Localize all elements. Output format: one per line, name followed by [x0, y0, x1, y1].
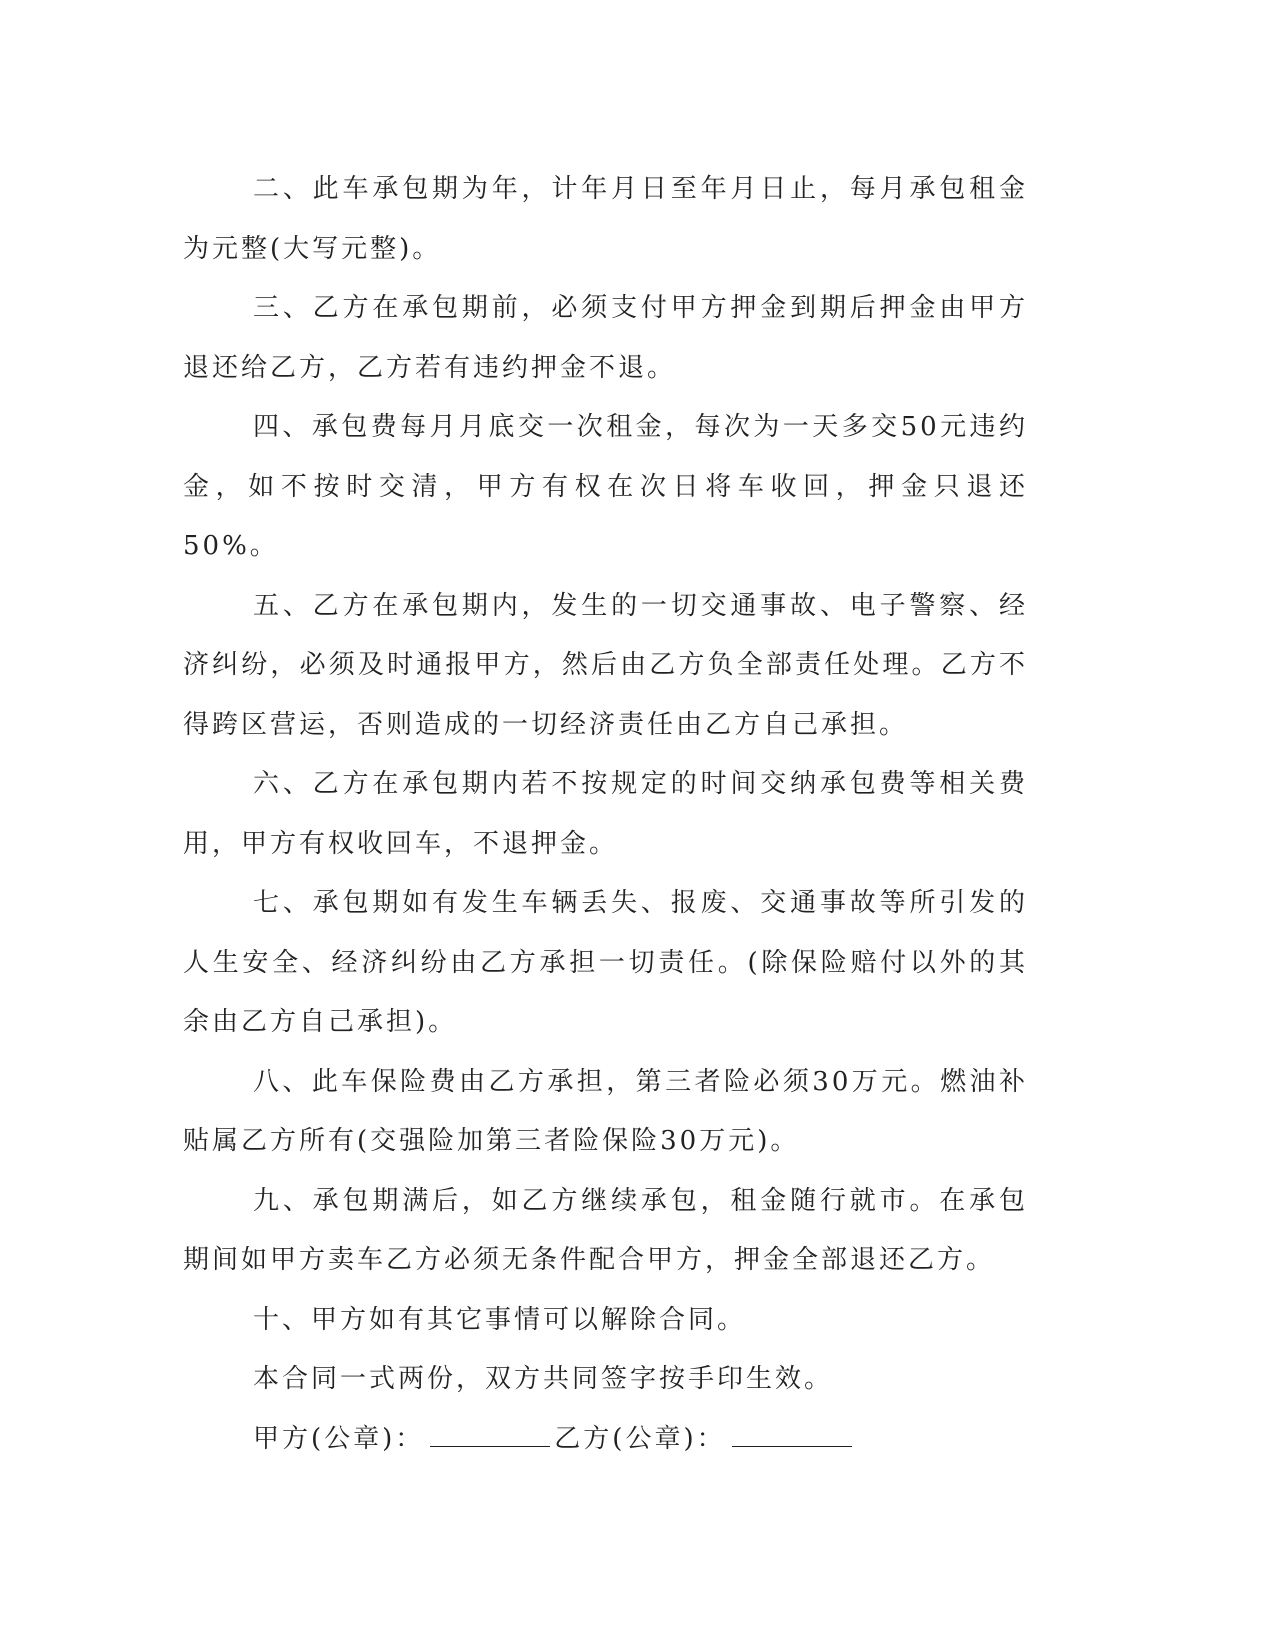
- clause-2: 二、此车承包期为年，计年月日至年月日止，每月承包租金为元整(大写元整)。: [183, 174, 1028, 264]
- clause-10: 十、甲方如有其它事情可以解除合同。: [253, 1304, 747, 1335]
- contract-body: [183, 160, 1028, 1469]
- clause-7: 七、承包期如有发生车辆丢失、报废、交通事故等所引发的人生安全、经济纠纷由乙方承担一切责任。(除保险赔付以外的其余由乙方自己承担)。: [183, 888, 1028, 1037]
- party-b-label: 乙方(公章)：: [554, 1423, 726, 1454]
- clause-4: 四、承包费每月月底交一次租金，每次为一天多交50元违约金，如不按时交清，甲方有权在次日将车收回，押金只退还50%。: [183, 412, 1028, 561]
- clause-6: 六、乙方在承包期内若不按规定的时间交纳承包费等相关费用，甲方有权收回车，不退押金。: [183, 769, 1028, 859]
- party-a-signature-blank: [430, 1424, 550, 1447]
- clause-9: 九、承包期满后，如乙方继续承包，租金随行就市。在承包期间如甲方卖车乙方必须无条件配合甲方，押金全部退还乙方。: [183, 1185, 1028, 1275]
- clause-3: 三、乙方在承包期前，必须支付甲方押金到期后押金由甲方退还给乙方，乙方若有违约押金不退。: [183, 293, 1028, 383]
- party-b-signature-blank: [732, 1424, 852, 1447]
- clause-8: 八、此车保险费由乙方承担，第三者险必须30万元。燃油补贴属乙方所有(交强险加第三者险保险30万元)。: [183, 1066, 1028, 1156]
- party-a-label: 甲方(公章)：: [253, 1423, 425, 1454]
- signature-line: [183, 1410, 1028, 1470]
- closing-statement: 本合同一式两份，双方共同签字按手印生效。: [253, 1364, 834, 1394]
- clause-5: 五、乙方在承包期内，发生的一切交通事故、电子警察、经济纠纷，必须及时通报甲方，然后由乙方负全部责任处理。乙方不得跨区营运，否则造成的一切经济责任由乙方自己承担。: [183, 590, 1028, 740]
